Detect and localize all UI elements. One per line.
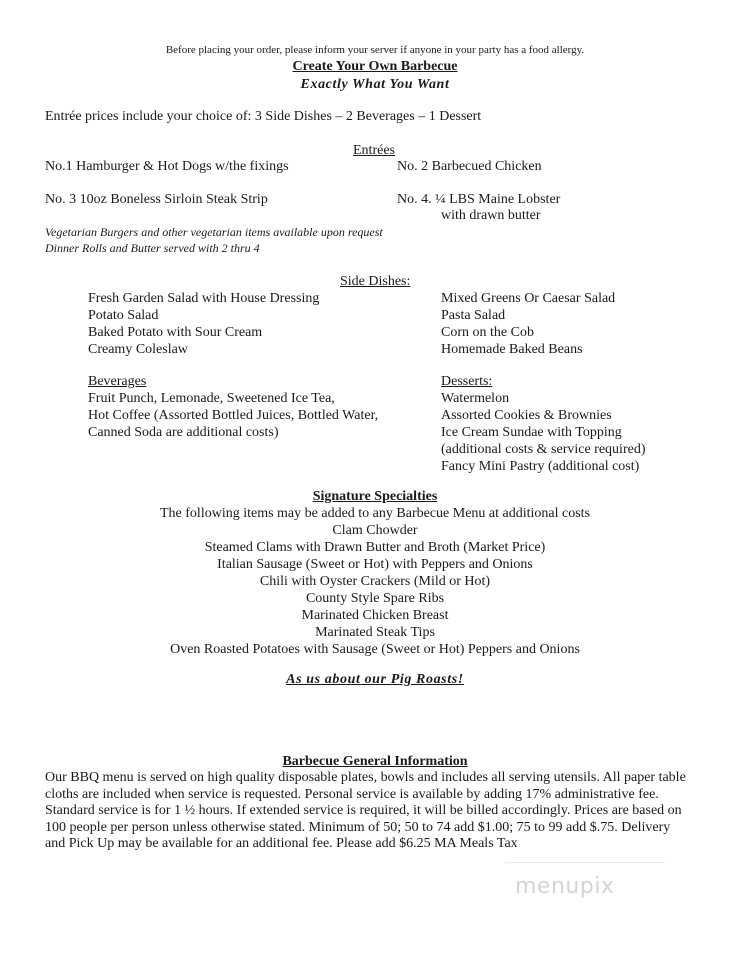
entree-item-1: No.1 Hamburger & Hot Dogs w/the fixings	[45, 159, 289, 174]
side-dish-item: Potato Salad	[88, 308, 159, 323]
dinner-rolls-note: Dinner Rolls and Butter served with 2 thru 4	[45, 241, 260, 255]
signature-line: Oven Roasted Potatoes with Sausage (Sweet or Hot) Peppers and Onions	[170, 642, 580, 657]
entrees-heading: Entrées	[353, 143, 395, 158]
intro-text: Entrée prices include your choice of: 3 Side Dishes – 2 Beverages – 1 Dessert	[45, 109, 482, 124]
general-info-line: Standard service is for 1 ½ hours. If extended service is required, it will be billed accordingly. Prices are based on	[45, 803, 682, 818]
general-info-line: cloths are included when service is requested. Personal service is available by adding 17% administrative fee.	[45, 786, 659, 802]
signature-line: Clam Chowder	[332, 523, 418, 538]
side-dish-item: Pasta Salad	[441, 308, 506, 323]
general-info-paragraph	[45, 770, 715, 853]
side-dish-item: Homemade Baked Beans	[441, 342, 583, 357]
entree-item-4-detail: with drawn butter	[441, 208, 541, 223]
desserts-heading: Desserts:	[441, 374, 493, 389]
dessert-line: Watermelon	[441, 391, 510, 406]
side-dishes-heading: Side Dishes:	[340, 274, 411, 289]
beverage-line: Hot Coffee (Assorted Bottled Juices, Bottled Water,	[88, 408, 379, 423]
pig-roast-note: As us about our Pig Roasts!	[286, 672, 464, 687]
side-dish-item: Corn on the Cob	[441, 325, 534, 340]
general-info-line: and Pick Up may be available for an additional fee. Please add $6.25 MA Meals Tax	[45, 836, 518, 851]
menupix-watermark: menupix	[515, 874, 615, 899]
dessert-line: Assorted Cookies & Brownies	[441, 408, 612, 423]
signature-line: Marinated Steak Tips	[315, 625, 435, 640]
menu-subtitle: Exactly What You Want	[300, 77, 450, 92]
signature-line: County Style Spare Ribs	[305, 591, 445, 606]
signature-line: Italian Sausage (Sweet or Hot) with Peppers and Onions	[217, 557, 533, 572]
side-dish-item: Mixed Greens Or Caesar Salad	[441, 291, 616, 306]
beverage-line: Canned Soda are additional costs)	[88, 425, 279, 440]
general-info-line: 100 people per person unless otherwise stated. Minimum of 50; 50 to 74 add $1.00; 75 to 99 add $.75. Delivery	[45, 819, 671, 835]
entree-item-4: No. 4. ¼ LBS Maine Lobster	[397, 192, 561, 207]
side-dish-item: Creamy Coleslaw	[88, 342, 188, 357]
dessert-line: Ice Cream Sundae with Topping	[441, 425, 622, 440]
dessert-line: Fancy Mini Pastry (additional cost)	[441, 459, 640, 474]
signature-line: The following items may be added to any Barbecue Menu at additional costs	[160, 506, 590, 521]
beverage-line: Fruit Punch, Lemonade, Sweetened Ice Tea,	[88, 391, 335, 406]
vegetarian-note: Vegetarian Burgers and other vegetarian items available upon request	[45, 225, 383, 239]
signature-line: Steamed Clams with Drawn Butter and Broth (Market Price)	[204, 540, 546, 555]
menu-title: Create Your Own Barbecue	[292, 59, 458, 74]
side-dish-item: Fresh Garden Salad with House Dressing	[88, 291, 320, 306]
general-info-line: Our BBQ menu is served on high quality disposable plates, bowls and includes all serving utensils. All paper table	[45, 770, 686, 785]
dessert-line: (additional costs & service required)	[441, 442, 646, 457]
entree-item-3: No. 3 10oz Boneless Sirloin Steak Strip	[45, 192, 268, 207]
entree-item-2: No. 2 Barbecued Chicken	[397, 159, 542, 174]
signature-line: Chili with Oyster Crackers (Mild or Hot)	[259, 574, 491, 589]
signature-heading: Signature Specialties	[312, 489, 438, 504]
side-dish-item: Baked Potato with Sour Cream	[88, 325, 263, 340]
beverages-heading: Beverages	[88, 374, 147, 389]
watermark-divider	[505, 862, 665, 863]
general-info-heading: Barbecue General Information	[282, 754, 468, 769]
signature-line: Marinated Chicken Breast	[301, 608, 449, 623]
allergy-note: Before placing your order, please inform your server if anyone in your party has a food allergy.	[165, 44, 585, 56]
